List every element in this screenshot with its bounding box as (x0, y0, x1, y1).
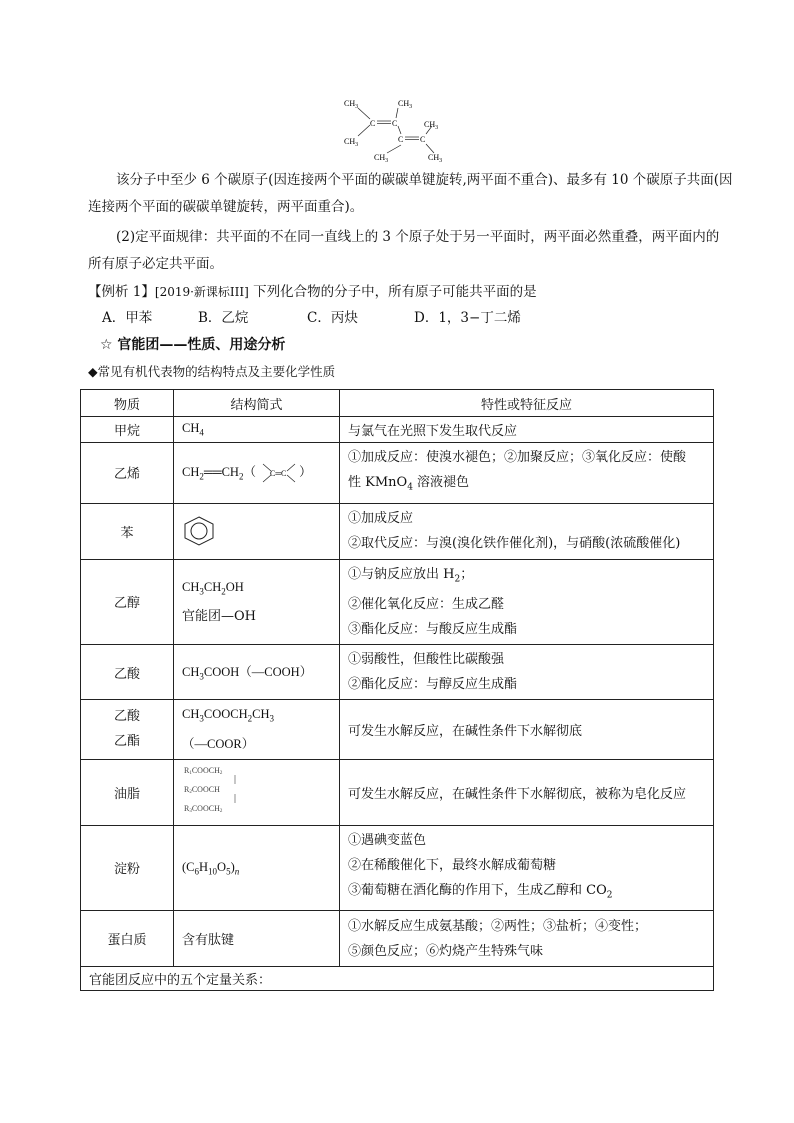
table-row (81, 759, 714, 825)
substance-name: 油脂 (81, 759, 174, 825)
ch3-label: $CH_3$ (428, 153, 443, 164)
property-cell (340, 911, 714, 967)
property-text: ①水解反应生成氨基酸；②两性；③盐析；④变性； (348, 918, 648, 934)
column-header: 物质 (81, 390, 174, 417)
property-text: ②催化氧化反应：生成乙醛 (348, 597, 505, 613)
section-subheading: ◆常见有机代表物的结构特点及主要化学性质 (88, 364, 336, 379)
substance-name: 乙酸 乙酯 (81, 700, 174, 760)
ch3-label: $CH_3$ (424, 120, 439, 131)
table-row (81, 645, 714, 700)
property-cell (340, 443, 714, 504)
property-text: ①加成反应 (348, 511, 414, 527)
bond-lines (358, 108, 434, 153)
example-source: [2019·新课标III] (154, 285, 249, 299)
carbon-label: C (392, 119, 398, 128)
paragraph-line: 连接两个平面的碳碳单键旋转，两平面重合)。 (88, 199, 364, 215)
svg-text:R3COOCH2: R3COOCH2 (184, 804, 223, 815)
ch3-label: $CH_3$ (374, 153, 389, 164)
structure-formula: $CH_3CH_2OH$ 官能团—OH (174, 559, 340, 645)
structure-formula: $(C_6H_{10}O_5)_n$ (174, 825, 340, 911)
substance-name: 乙烯 (81, 443, 174, 504)
paragraph-line: 该分子中至少 6 个碳原子(因连接两个平面的碳碳单键旋转,两平面不重合)、最多有 10 个碳原子共面(因 (116, 172, 733, 188)
property-cell (340, 645, 714, 700)
paragraph-line: 所有原子必定共平面。 (88, 256, 223, 272)
property-cell (340, 825, 714, 911)
table-row (81, 911, 714, 967)
property-text: 可发生水解反应，在碱性条件下水解彻底，被称为皂化反应 (340, 759, 714, 825)
substance-name: 苯 (81, 503, 174, 559)
substance-name: 蛋白质 (81, 911, 174, 967)
structure-formula: $CH_2══CH_2$（ C═C ） (174, 443, 340, 504)
substance-name: 淀粉 (81, 825, 174, 911)
structure-formula: $CH_3COOCH_2CH_3$ （—COOR） (174, 700, 340, 760)
property-text: 可发生水解反应，在碱性条件下水解彻底 (340, 700, 714, 760)
table-row (81, 700, 714, 760)
alkene-group-icon (259, 462, 299, 484)
option-c: C．丙炔 (307, 310, 358, 326)
example-tag: 【例析 1】 (88, 284, 155, 300)
svg-text:R2COOCH: R2COOCH (184, 785, 220, 796)
property-text: 性 KMnO$_4$ 溶液褪色 (348, 475, 470, 493)
property-text: ②在稀酸催化下，最终水解成葡萄糖 (348, 857, 557, 873)
property-text: ③酯化反应：与酸反应生成酯 (348, 622, 518, 638)
option-b: B．乙烷 (198, 310, 249, 326)
table-row (81, 825, 714, 911)
table-row (81, 503, 714, 559)
benzene-ring-icon (182, 515, 216, 547)
property-text: ⑤颜色反应；⑥灼烧产生特殊气味 (348, 943, 544, 959)
ch3-label: $CH_3$ (344, 137, 359, 148)
structure-formula (174, 759, 340, 825)
structure-formula: 含有肽键 (174, 911, 340, 967)
column-header: 特性或特征反应 (340, 390, 714, 417)
table-footer: 官能团反应中的五个定量关系： (81, 967, 714, 991)
substance-name: 乙醇 (81, 559, 174, 645)
table-row (81, 559, 714, 645)
ch3-label: $CH_3$ (398, 99, 413, 110)
carbon-label: C (370, 119, 376, 128)
ch3-label: $CH_3$ (344, 99, 359, 110)
option-d: D．1，3−丁二烯 (414, 310, 521, 326)
table-header-row (81, 390, 714, 417)
property-text: ②酯化反应：与醇反应生成酯 (348, 677, 518, 693)
property-text: 与氯气在光照下发生取代反应 (340, 417, 714, 443)
example-text: 下列化合物的分子中，所有原子可能共平面的是 (253, 284, 537, 300)
property-text: ②取代反应：与溴(溴化铁作催化剂)，与硝酸(浓硫酸催化) (348, 536, 681, 552)
triglyceride-structure (182, 763, 252, 817)
property-text: ①弱酸性，但酸性比碳酸强 (348, 652, 505, 668)
property-cell (340, 559, 714, 645)
structure-formula: $CH_4$ (174, 417, 340, 443)
property-text: ①与钠反应放出 $H_2$； (348, 566, 474, 585)
dimethyl-diene-structure (340, 96, 455, 164)
table-row (81, 443, 714, 504)
structure-formula: $CH_3COOH(—COOH)$ (174, 645, 340, 700)
section-heading: ☆ 官能团——性质、用途分析 (100, 337, 286, 353)
property-text: ①遇碘变蓝色 (348, 832, 427, 848)
structure-formula (174, 503, 340, 559)
column-header: 结构简式 (174, 390, 340, 417)
functional-group: 官能团—OH (182, 609, 256, 625)
svg-text:R1COOCH2: R1COOCH2 (184, 766, 223, 777)
property-text: ①加成反应：使溴水褪色；②加聚反应；③氧化反应：使酸 (348, 450, 687, 465)
carbon-label: C (420, 135, 426, 144)
paragraph-line: (2)定平面规律：共平面的不在同一直线上的 3 个原子处于另一平面时，两平面必然重叠，两平面内的 (116, 229, 720, 245)
substance-name: 乙酸 (81, 645, 174, 700)
property-cell (340, 503, 714, 559)
svg-text:C═C: C═C (270, 468, 287, 478)
property-text: ③葡萄糖在酒化酶的作用下，生成乙醇和 $CO_2$ (348, 882, 613, 901)
table-row (81, 417, 714, 443)
option-a: A．甲苯 (102, 310, 153, 326)
substance-name: 甲烷 (81, 417, 174, 443)
example-question (88, 279, 728, 305)
table-footer-row (81, 967, 714, 991)
carbon-label: C (398, 135, 404, 144)
organic-compounds-table (80, 389, 714, 991)
